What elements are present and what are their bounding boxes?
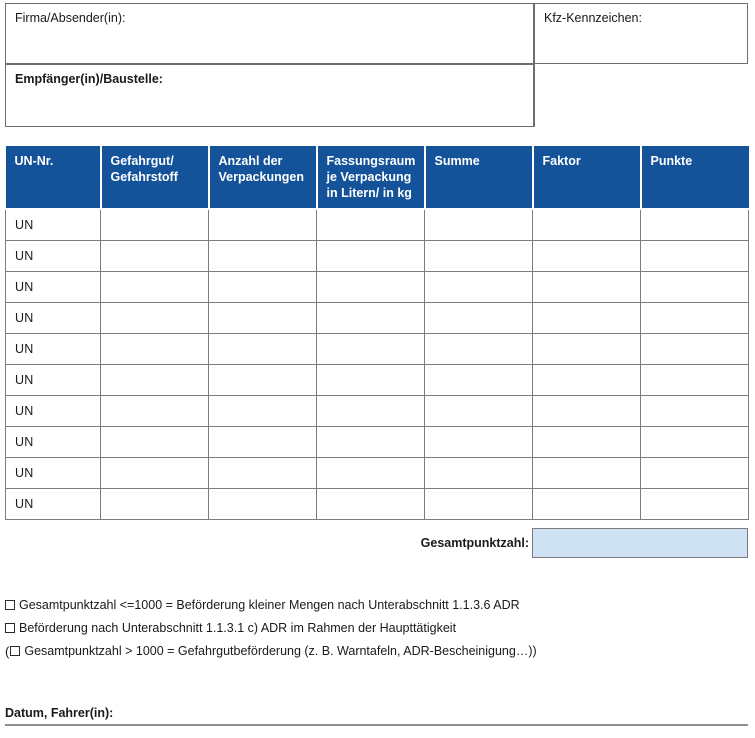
cell-faktor[interactable] <box>533 488 641 519</box>
table-row <box>6 426 749 457</box>
table-row <box>6 302 749 333</box>
column-header-line: Verpackungen <box>218 170 304 184</box>
table-row <box>6 395 749 426</box>
table-row <box>6 457 749 488</box>
cell-gefahrgut[interactable] <box>101 333 209 364</box>
cell-fassungsraum[interactable] <box>317 333 425 364</box>
cell-fassungsraum[interactable] <box>317 364 425 395</box>
column-header-line: UN-Nr. <box>14 154 54 168</box>
cell-summe[interactable] <box>425 271 533 302</box>
cell-punkte[interactable] <box>641 457 749 488</box>
cell-un-nr[interactable]: UN <box>6 457 101 488</box>
column-header-line: in Litern/ in kg <box>326 186 412 200</box>
checkbox-icon[interactable] <box>10 646 20 656</box>
cell-summe[interactable] <box>425 209 533 240</box>
checkbox-line <box>5 617 748 640</box>
cell-faktor[interactable] <box>533 364 641 395</box>
table-row <box>6 240 749 271</box>
checkbox-icon[interactable] <box>5 600 15 610</box>
signature-section <box>5 706 748 726</box>
cell-anzahl[interactable] <box>209 333 317 364</box>
cell-faktor[interactable] <box>533 240 641 271</box>
cell-gefahrgut[interactable] <box>101 302 209 333</box>
checkbox-line <box>5 594 748 617</box>
table-row <box>6 364 749 395</box>
checkbox-label: Gesamtpunktzahl <=1000 = Beförderung kleiner Mengen nach Unterabschnitt 1.1.3.6 ADR <box>19 598 520 612</box>
cell-gefahrgut[interactable] <box>101 395 209 426</box>
checkbox-icon[interactable] <box>5 623 15 633</box>
cell-anzahl[interactable] <box>209 302 317 333</box>
cell-gefahrgut[interactable] <box>101 457 209 488</box>
total-score-label: Gesamtpunktzahl: <box>420 536 529 550</box>
cell-punkte[interactable] <box>641 426 749 457</box>
table-header-row <box>6 146 749 209</box>
address-section <box>5 3 748 127</box>
cell-un-nr[interactable]: UN <box>6 488 101 519</box>
cell-un-nr[interactable]: UN <box>6 240 101 271</box>
cell-fassungsraum[interactable] <box>317 240 425 271</box>
total-score-input[interactable] <box>532 528 748 558</box>
column-header-summe <box>425 146 533 209</box>
cell-punkte[interactable] <box>641 364 749 395</box>
cell-anzahl[interactable] <box>209 271 317 302</box>
checkbox-statements <box>5 594 748 663</box>
column-header-line: Fassungsraum <box>326 154 416 168</box>
table-row <box>6 209 749 240</box>
cell-anzahl[interactable] <box>209 488 317 519</box>
column-header-un-nr <box>6 146 101 209</box>
cell-summe[interactable] <box>425 426 533 457</box>
signature-label: Datum, Fahrer(in): <box>5 706 114 720</box>
table-header <box>6 146 749 209</box>
cell-faktor[interactable] <box>533 302 641 333</box>
cell-anzahl[interactable] <box>209 209 317 240</box>
license-plate-field-extension[interactable] <box>534 64 748 127</box>
table-body <box>6 209 749 519</box>
column-header-fassungsraum <box>317 146 425 209</box>
cell-punkte[interactable] <box>641 302 749 333</box>
table-row <box>6 271 749 302</box>
cell-anzahl[interactable] <box>209 364 317 395</box>
cell-punkte[interactable] <box>641 271 749 302</box>
cell-un-nr[interactable]: UN <box>6 364 101 395</box>
cell-gefahrgut[interactable] <box>101 426 209 457</box>
cell-un-nr[interactable]: UN <box>6 395 101 426</box>
cell-punkte[interactable] <box>641 209 749 240</box>
cell-un-nr[interactable]: UN <box>6 302 101 333</box>
column-header-gefahrgut <box>101 146 209 209</box>
column-header-line: Punkte <box>650 154 693 168</box>
sender-label: Firma/Absender(in): <box>15 11 126 25</box>
cell-summe[interactable] <box>425 488 533 519</box>
checkbox-line <box>5 640 748 663</box>
column-header-line: Summe <box>434 154 480 168</box>
column-header-anzahl <box>209 146 317 209</box>
cell-summe[interactable] <box>425 395 533 426</box>
cell-punkte[interactable] <box>641 240 749 271</box>
cell-fassungsraum[interactable] <box>317 426 425 457</box>
column-header-punkte <box>641 146 749 209</box>
cell-gefahrgut[interactable] <box>101 488 209 519</box>
cell-faktor[interactable] <box>533 333 641 364</box>
cell-faktor[interactable] <box>533 395 641 426</box>
open-paren: ( <box>5 644 10 659</box>
cell-punkte[interactable] <box>641 395 749 426</box>
sender-field-box[interactable] <box>5 3 534 64</box>
cell-fassungsraum[interactable] <box>317 271 425 302</box>
cell-fassungsraum[interactable] <box>317 302 425 333</box>
checkbox-label: Gesamtpunktzahl > 1000 = Gefahrgutbeförderung (z. B. Warntafeln, ADR-Bescheinigung…)) <box>24 644 537 658</box>
cell-gefahrgut[interactable] <box>101 271 209 302</box>
signature-rule <box>5 724 748 726</box>
cell-summe[interactable] <box>425 333 533 364</box>
dangerous-goods-table <box>5 146 749 520</box>
cell-fassungsraum[interactable] <box>317 457 425 488</box>
cell-faktor[interactable] <box>533 209 641 240</box>
cell-summe[interactable] <box>425 240 533 271</box>
cell-fassungsraum[interactable] <box>317 209 425 240</box>
cell-faktor[interactable] <box>533 426 641 457</box>
cell-un-nr[interactable]: UN <box>6 271 101 302</box>
cell-un-nr[interactable]: UN <box>6 333 101 364</box>
cell-anzahl[interactable] <box>209 426 317 457</box>
total-score-value <box>533 529 747 550</box>
license-plate-field-box[interactable] <box>534 3 748 64</box>
cell-faktor[interactable] <box>533 457 641 488</box>
cell-summe[interactable] <box>425 457 533 488</box>
cell-punkte[interactable] <box>641 488 749 519</box>
checkbox-label: Beförderung nach Unterabschnitt 1.1.3.1 c) ADR im Rahmen der Haupttätigkeit <box>19 621 457 635</box>
cell-anzahl[interactable] <box>209 395 317 426</box>
cell-un-nr[interactable]: UN <box>6 426 101 457</box>
cell-summe[interactable] <box>425 302 533 333</box>
column-header-line: Anzahl der <box>218 154 283 168</box>
cell-fassungsraum[interactable] <box>317 395 425 426</box>
cell-summe[interactable] <box>425 364 533 395</box>
total-score-row <box>5 528 748 559</box>
receiver-field-box[interactable] <box>5 64 534 127</box>
cell-gefahrgut[interactable] <box>101 209 209 240</box>
cell-gefahrgut[interactable] <box>101 240 209 271</box>
column-header-line: Faktor <box>542 154 581 168</box>
table-row <box>6 333 749 364</box>
license-plate-label: Kfz-Kennzeichen: <box>544 11 642 25</box>
column-header-line: je Verpackung <box>326 170 412 184</box>
column-header-faktor <box>533 146 641 209</box>
cell-anzahl[interactable] <box>209 240 317 271</box>
column-header-line: Gefahrstoff <box>110 170 178 184</box>
receiver-label: Empfänger(in)/Baustelle: <box>15 72 163 86</box>
cell-punkte[interactable] <box>641 333 749 364</box>
cell-gefahrgut[interactable] <box>101 364 209 395</box>
cell-fassungsraum[interactable] <box>317 488 425 519</box>
cell-anzahl[interactable] <box>209 457 317 488</box>
cell-un-nr[interactable]: UN <box>6 209 101 240</box>
table-row <box>6 488 749 519</box>
column-header-line: Gefahrgut/ <box>110 154 174 168</box>
cell-faktor[interactable] <box>533 271 641 302</box>
